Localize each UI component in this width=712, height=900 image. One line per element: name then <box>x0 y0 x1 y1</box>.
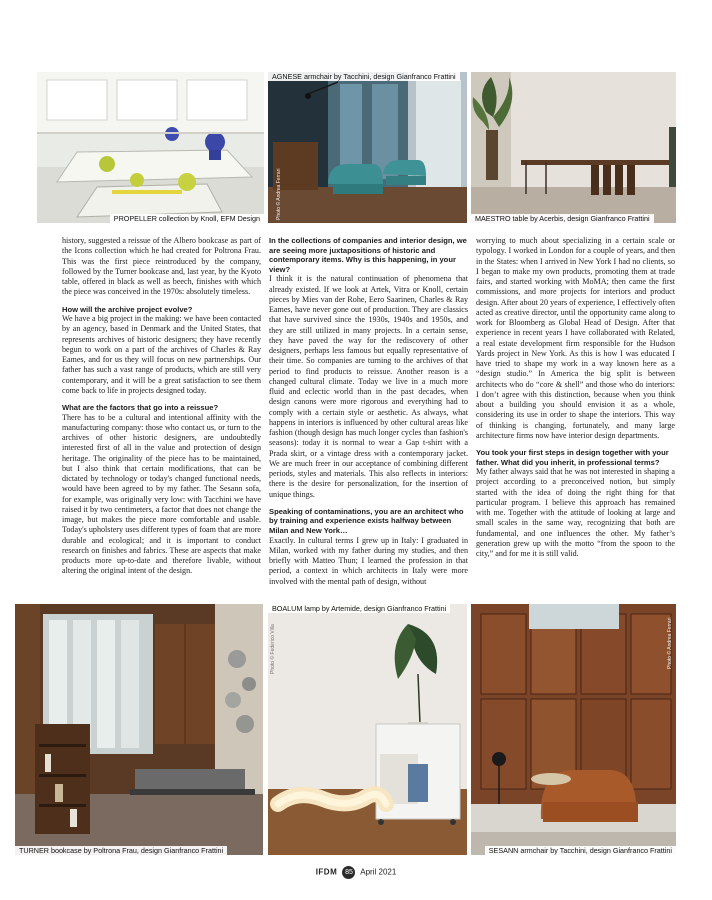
boalum-photo-credit: Photo © Federico Villa <box>270 624 276 674</box>
paragraph: history, suggested a reissue of the Albero bookcase as part of the Icons collection which he had created for Poltrona Frau. This was the first piece reintroduced by the company, followed by the Turner bookcase and, last year, by the Kyoto table, offered in black as well as beech, finishes with which the piece was conceived in the 1970s: absolutely timeless. <box>62 236 261 297</box>
boalum-photo <box>268 604 467 855</box>
armchair-wall-illustration <box>471 604 676 855</box>
paragraph: Exactly. In cultural terms I grew up in Italy: I graduated in Milan, worked with my father during my studies, and then briefly with Matteo Thun; I learned the profession in that period, a context in which architects in Italy were more involved with the mental path of design, without <box>269 535 468 586</box>
magazine-brand: IFDM <box>315 867 338 877</box>
propeller-photo <box>37 72 264 223</box>
boalum-caption: BOALUM lamp by Artemide, design Gianfranco Frattini <box>268 604 450 613</box>
paragraph: There has to be a cultural and intentional affinity with the manufacturing company: those who contact us, or turn to the archives of other historic designers, are undoubtedly interested first of all in the value and protection of design heritage. The originality of the piece has to be maintained, but I also think that certain modifications, that can be dictated by technology or today's changed functional needs, would have been agreed to by my father. The Sesann sofa, for example, was originally very low: with Tacchini we have raised it by two centimeters, a factor that does not change the image, but makes the piece more comfortable and usable. Today's upholstery uses different types of foam that are more durable and ecological; and it is important to conduct research on finishes and fabrics. These are aspects that make products more up-to-date and therefore livable, without altering the original intent of the design. <box>62 412 261 576</box>
maestro-photo <box>471 72 676 223</box>
maestro-caption: MAESTRO table by Acerbis, design Gianfranco Frattini <box>471 214 654 223</box>
question-heading: Speaking of contaminations, you are an architect who by training and experience exists halfway between Milan and New York… <box>269 506 464 536</box>
question-heading: How will the archive project evolve? <box>62 304 193 314</box>
question-heading: In the collections of companies and interior design, we are seeing more juxtapositions of historic and contemporary items. Why is this happening, in your view? <box>269 236 467 274</box>
paragraph: My father always said that he was not interested in shaping a project according to a preconceived notion, but simply started with the idea of doing the right thing for that particular program. I believe this approach has remained with me. Together with the attitude of looking at large and small scales in the same way, recognizing that both are fundamental, and one influences the other. My father’s generation grew up with the motto “from the spoon to the city,” and for me it is still valid. <box>476 467 675 559</box>
paragraph: We have a big project in the making: we have been contacted by an agency, based in Denmark and the United States, that represents archives of historic designers; they have recently begun to work on a part of the archives of Charles & Ray Eames, and for us they will focus on new partnerships. Our father has such a vast range of products, which are still very contemporary, and it will be a great satisfaction to see them come back to life in projects designed today. <box>62 314 261 395</box>
armchair-room-illustration <box>268 72 467 223</box>
agnese-photo-credit: Photo © Andrea Ferrari <box>276 168 282 220</box>
sesann-caption: SESANN armchair by Tacchini, design Gianfranco Frattini <box>485 846 676 855</box>
issue-date: April 2021 <box>360 867 397 877</box>
lamp-room-illustration <box>268 604 467 855</box>
agnese-caption: AGNESE armchair by Tacchini, design Gianfranco Frattini <box>268 72 460 81</box>
article-column-1 <box>62 236 261 577</box>
propeller-caption: PROPELLER collection by Knoll, EFM Design <box>110 214 264 223</box>
sesann-photo-credit: Photo © Andrea Ferrari <box>667 617 673 669</box>
article-column-2 <box>269 236 468 587</box>
turner-photo <box>15 604 263 855</box>
question-heading: You took your first steps in design together with your father. What did you inherit, in professional terms? <box>476 448 669 467</box>
paragraph: I think it is the natural continuation of phenomena that already existed. If we look at Artek, Vitra or Knoll, certain pieces by Mies van der Rohe, Eero Saarinen, Charles & Ray Eames, have never gone out of production. They are classics that have survived since the 1930s, 1940s and 1950s, and they are still utilized in many projects. In a certain sense, they have paved the way for the rediscovery of other designers, perhaps less famous but equally representative of their time. So companies are turning to the archives of that period to find products to reissue. Another reason is a changed cultural climate. Today we live in a much more fluid and eclectic world than in the past decades, when design canons were more rigorous and everything had to comply with a certain style or aesthetic. As always, what happens in interiors is influenced by other cultural areas like fashion (though design has much longer cycles than fashion's seasons): today it is normal to wear a Gap t-shirt with a Prada skirt, or a vintage dress with a contemporary jacket. We are much freer in our acceptance of combining different periods, styles and materials. This also reflects in interiors: there is the desire for personalization, for the insertion of unique things. <box>269 274 468 499</box>
bookcase-room-illustration <box>15 604 263 855</box>
page-footer <box>0 866 712 879</box>
office-interior-illustration <box>37 72 264 223</box>
sesann-photo <box>471 604 676 855</box>
question-heading: What are the factors that go into a reissue? <box>62 403 219 413</box>
page-number: 85 <box>342 866 355 879</box>
table-room-illustration <box>471 72 676 223</box>
turner-caption: TURNER bookcase by Poltrona Frau, design Gianfranco Frattini <box>15 846 227 855</box>
paragraph: worrying to much about specializing in a certain scale or typology. I worked in London for a couple of years, and then in the States: when I arrived in New York I had no clients, so I began to make my own products, promoting them at trade fairs, and started working with MoMA; then came the first commissions, and more projects for interiors and product design. After about 20 years of experience, I effectively often acted as creative director, until the opportunity came along to work for Bloomberg as Global Head of Design. After that experience in recent years I have collaborated with Related, a real estate development firm responsible for the Hudson Yards project in New York. As this is how I was educated I have tried to shape my work in a way known here as a “design studio.” In America the big split is between architects who do “core & shell” and those who do interiors: I don’t agree with this distinction, because when you think about a building you should envision it as a whole, considering its use in order to shape the interiors. This way of thinking is changing, fortunately, and many large architecture firms now have interior design departments. <box>476 236 675 440</box>
article-column-3 <box>476 236 675 559</box>
agnese-photo <box>268 72 467 223</box>
